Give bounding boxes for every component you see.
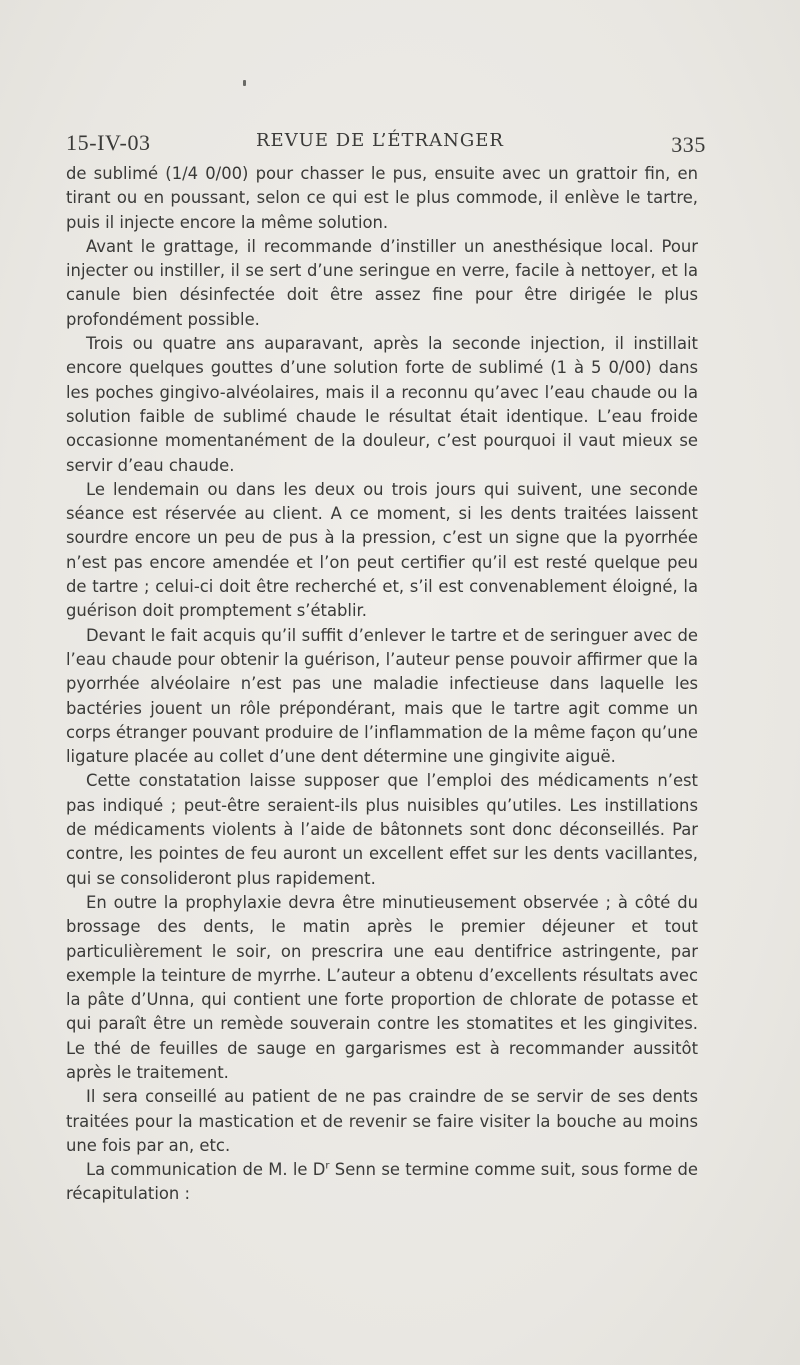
paragraph: Trois ou quatre ans auparavant, après la seconde injection, il instillait encore quelques gouttes d’une solution forte de sublimé (1 à 5 0/00) dans les poches gingivo-alvéolaires, mais il a reconnu qu’avec l’eau chaude ou la solution faible de sublimé chaude le résultat était identique. L’eau froide occasionne momentanément de la douleur, c’est pourquoi il vaut mieux se servir d’eau chaude. — [66, 334, 698, 475]
running-header — [66, 128, 710, 158]
ink-speck — [243, 80, 246, 86]
closing-text-start: La communication de M. le D — [86, 1160, 326, 1180]
paragraph: Il sera conseillé au patient de ne pas craindre de se servir de ses dents traitées pour la mastication et de revenir se faire visiter la bouche au moins une fois par an, etc. — [66, 1087, 698, 1155]
doctor-superscript: r — [325, 1160, 330, 1172]
article-body — [66, 162, 698, 1207]
paragraph: de sublimé (1/4 0/00) pour chasser le pus, ensuite avec un grattoir fin, en tirant ou en poussant, selon ce qui est le plus commode, il enlève le tartre, puis il injecte encore la même solution. — [66, 164, 698, 232]
paragraph: Avant le grattage, il recommande d’instiller un anesthésique local. Pour injecter ou instiller, il se sert d’une seringue en verre, facile à nettoyer, et la canule bien désinfectée doit être assez fine pour être dirigée le plus profondément possible. — [66, 236, 698, 329]
paragraph: Cette constatation laisse supposer que l’emploi des médicaments n’est pas indiqué ; peut-être seraient-ils plus nuisibles qu’utiles. Les instillations de médicaments violents à l’aide de bâtonnets sont donc déconseillés. Par contre, les pointes de feu auront un excellent effet sur les dents vacillantes, qui se consolideront plus rapidement. — [66, 771, 698, 888]
paragraph: Devant le fait acquis qu’il suffit d’enlever le tartre et de seringuer avec de l’eau chaude pour obtenir la guérison, l’auteur pense pouvoir affirmer que la pyorrhée alvéolaire n’est pas une maladie infectieuse dans laquelle les bactéries jouent un rôle prépondérant, mais que le tartre agit comme un corps étranger pouvant produire de l’inflammation de la même façon qu’une ligature placée au collet d’une dent détermine une gingivite aiguë. — [66, 625, 698, 767]
page-number: 335 — [671, 132, 706, 157]
closing-text-end: Senn se termine comme suit, sous forme de récapitulation : — [66, 1160, 698, 1204]
header-title: REVUE DE L’ÉTRANGER — [256, 130, 504, 151]
header-date: 15-IV-03 — [66, 130, 151, 155]
closing-paragraph — [66, 1158, 698, 1207]
paragraph: Le lendemain ou dans les deux ou trois jours qui suivent, une seconde séance est réservée au client. A ce moment, si les dents traitées laissent sourdre encore un peu de pus à la pression, c’est un signe que la pyorrhée n’est pas encore amendée et l’on peut certifier qu’il est resté quelque peu de tartre ; celui-ci doit être recherché et, s’il est convenablement éloigné, la guérison doit promptement s’établir. — [66, 479, 698, 621]
paragraph: En outre la prophylaxie devra être minutieusement observée ; à côté du brossage des dents, le matin après le premier déjeuner et tout particulièrement le soir, on prescrira une eau dentifrice astringente, par exemple la teinture de myrrhe. L’auteur a obtenu d’excellents résultats avec la pâte d’Unna, qui contient une forte proportion de chlorate de potasse et qui paraît être un remède souverain contre les stomatites et les gingivites. Le thé de feuilles de sauge en gargarismes est à recommander aussitôt après le traitement. — [66, 892, 698, 1082]
